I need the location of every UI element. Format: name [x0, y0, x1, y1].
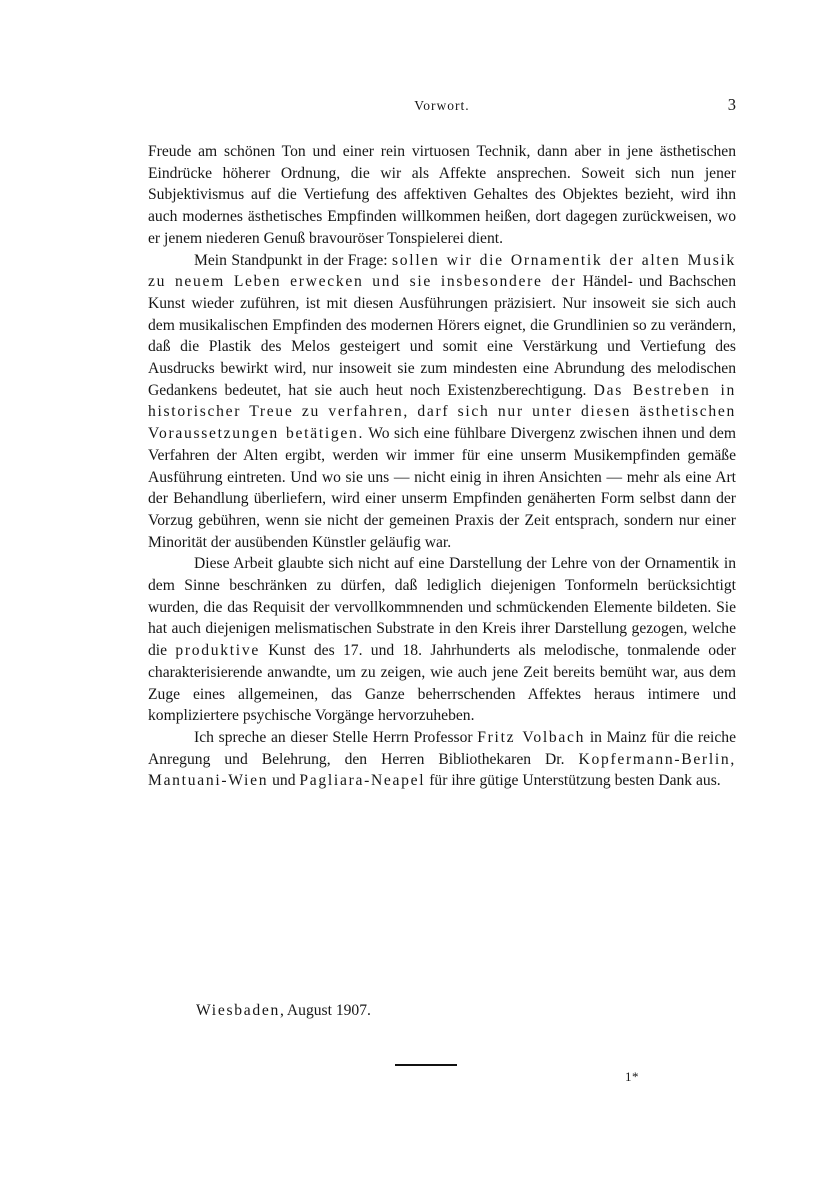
- letterspaced-text: sollen wir die Ornamentik der alten Musik zu neuem Leben erwecken und sie insbesondere der: [148, 251, 737, 291]
- paragraph: [148, 727, 736, 792]
- body-text: Mein Standpunkt in der Frage:: [194, 251, 393, 269]
- paragraph: [148, 141, 736, 250]
- page-body: [148, 141, 736, 792]
- letterspaced-text: produktive: [175, 642, 260, 660]
- letterspaced-text: Pagliara-Neapel: [299, 772, 426, 790]
- paragraph: [148, 553, 736, 727]
- closing-place: Wiesbaden: [196, 1002, 280, 1019]
- letterspaced-text: Kopfermann-Berlin, Mantuani-Wien: [148, 750, 736, 790]
- signature-mark: 1*: [625, 1069, 639, 1084]
- closing-line: [196, 1002, 371, 1020]
- body-text: Freude am schönen Ton und einer rein virtuosen Technik, dann aber in jene ästhetischen Eindrücke höherer Ordnung, die wir als Affekte ansprechen. Soweit sich nun jener Subjektivismus auf die Vertiefung des affektiven Gehaltes des Objektes bezieht, wird ihn auch modernes ästhetisches Empfinden willkommen heißen, dort dagegen zurückweisen, wo er jenem niederen Genuß bravouröser Tonspielerei dient.: [148, 143, 736, 247]
- body-text: Diese Arbeit glaubte sich nicht auf eine Darstellung der Lehre von der Ornamentik in dem Sinne beschränken zu dürfen, daß lediglich diejenigen Tonformeln berücksichtigt wurden, die das Requisit der vervollkommnenden und schmückenden Elemente bildeten. Sie hat auch diejenigen melismatischen Substrate in den Kreis ihrer Darstellung gezogen, welche die: [148, 555, 736, 660]
- footer-divider: [395, 1064, 457, 1066]
- body-text: Wo sich eine fühlbare Divergenz zwischen ihnen und dem Verfahren der Alten ergibt, werden wir immer für eine unserm Musikempfinden gemäße Ausführung eintreten. Und wo sie uns — nicht einig in ihren Ansichten — mehr als eine Art der Behandlung überliefern, wird einer unserm Empfinden genäherten Form selbst dann der Vorzug gebühren, wenn sie nicht der gemeinen Praxis der Zeit entsprach, sondern nur einer Minorität der ausübenden Künstler geläufig war.: [148, 425, 736, 551]
- body-text: für ihre gütige Unterstützung besten Dank aus.: [425, 772, 721, 790]
- running-title: Vorwort.: [414, 98, 470, 113]
- body-text: und: [268, 772, 300, 790]
- closing-date: , August 1907.: [279, 1002, 371, 1019]
- paragraph: [148, 250, 736, 554]
- letterspaced-text: Das Bestreben in historischer Treue zu verfahren, darf sich nur unter diesen ästhetischen Voraussetzungen betätigen.: [148, 381, 736, 443]
- page-header: [148, 95, 736, 120]
- body-text: Händel- und Bachschen Kunst wieder zuführen, ist mit diesen Ausführungen präzisiert. Nur insoweit sie sich auch dem musikalischen Empfinden des modernen Hörers eignet, die Grundlinien so zu verändern, daß die Plastik des Melos gesteigert und somit eine Verstärkung und Vertiefung des Ausdrucks bewirkt wird, nur insoweit sie zum mindesten eine Abrundung des melodischen Gedankens bedeutet, hat sie auch heut noch Existenzberechtigung.: [148, 273, 736, 399]
- body-text: Ich spreche an dieser Stelle Herrn Professor: [194, 728, 478, 746]
- page-number: 3: [727, 95, 736, 114]
- body-text: in Mainz für die reiche Anregung und Belehrung, den Herren Bibliothekaren Dr.: [148, 728, 736, 768]
- letterspaced-text: Fritz Volbach: [477, 728, 586, 746]
- body-text: Kunst des 17. und 18. Jahrhunderts als melodische, tonmalende oder charakterisierende anwandte, um zu zeigen, wie auch jene Zeit bereits bemüht war, aus dem Zuge eines allgemeinen, das Ganze beherrschenden Affektes heraus intimere und kompliziertere psychische Vorgänge hervorzuheben.: [148, 642, 737, 725]
